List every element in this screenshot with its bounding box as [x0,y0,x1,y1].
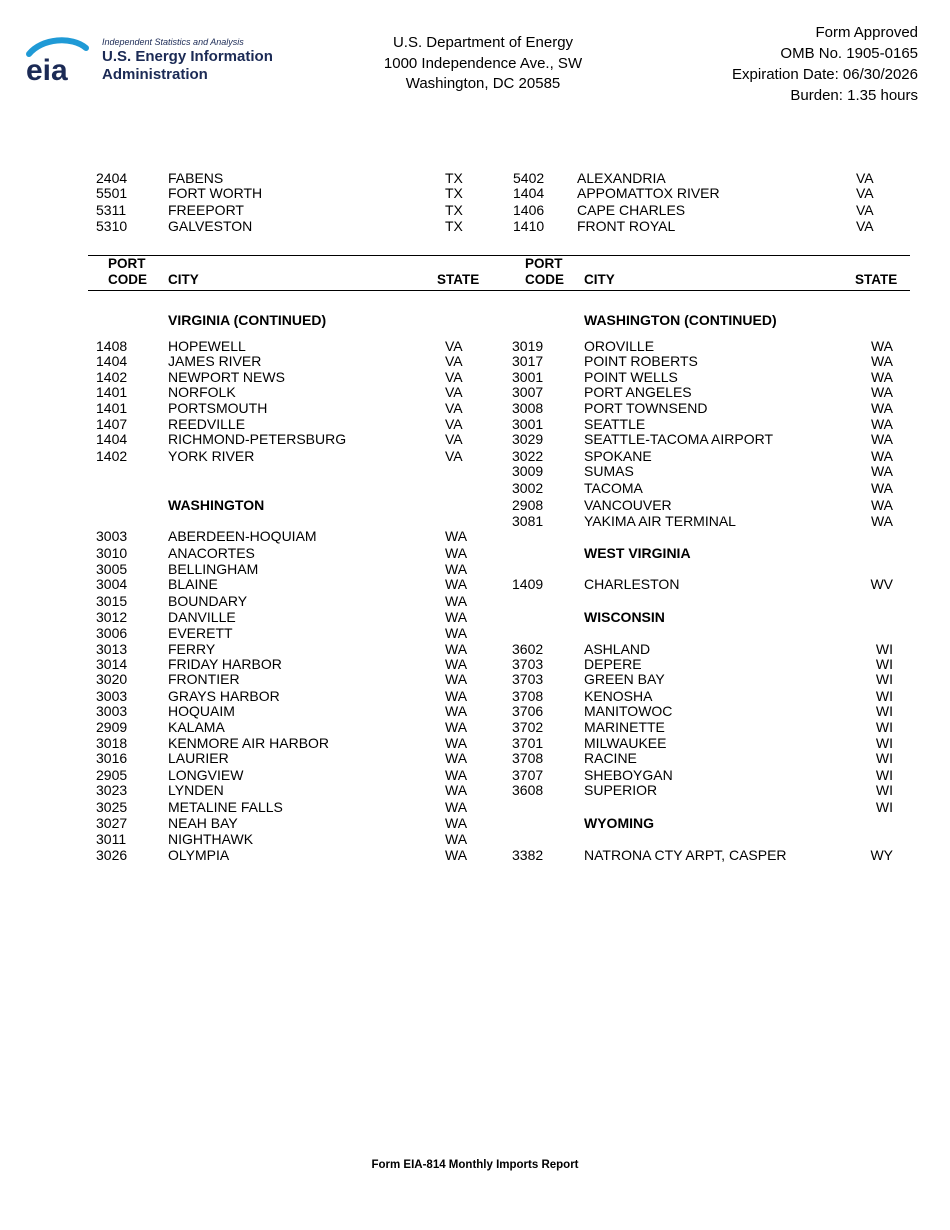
carryover-row [0,218,950,234]
port-code: 3027 [96,815,128,831]
port-row [0,576,950,592]
port-code: 3025 [96,799,128,815]
state-code: VA [445,416,463,432]
port-code: 3026 [96,847,128,863]
city-name: RACINE [584,750,637,766]
state-code: WA [870,513,893,529]
agency-name-line2: Administration [102,66,208,83]
address-line: 1000 Independence Ave., SW [383,54,583,72]
port-code: 3002 [512,480,544,496]
city-name: NEAH BAY [168,815,238,831]
state-code: WI [875,688,893,704]
state-code: VA [445,431,463,447]
state-code: WA [870,400,893,416]
state-code: WA [445,641,468,657]
port-row [0,545,950,561]
port-code: 3023 [96,782,128,798]
state-code: VA [445,384,463,400]
city-name: MARINETTE [584,719,665,735]
city-name: YAKIMA AIR TERMINAL [584,513,736,529]
port-code: 3020 [96,671,128,687]
port-row [0,561,950,577]
port-code-header-left: PORT CODE [108,256,148,287]
port-row [0,719,950,735]
state-code: WA [445,782,468,798]
city-name: SEATTLE-TACOMA AIRPORT [584,431,774,447]
port-code: 3707 [512,767,544,783]
city-name: SEATTLE [584,416,646,432]
state-code: WA [870,463,893,479]
city-name: MANITOWOC [584,703,673,719]
port-row [0,767,950,783]
city-name: FORT WORTH [168,185,263,201]
state-code: VA [856,218,874,234]
port-code: 3008 [512,400,544,416]
state-code: TX [445,218,463,234]
state-code: WI [875,671,893,687]
port-row [0,831,950,847]
city-name: OLYMPIA [168,847,230,863]
port-code: 2908 [512,497,544,513]
city-name: BELLINGHAM [168,561,259,577]
city-name: PORT TOWNSEND [584,400,708,416]
state-section-heading: VIRGINIA (CONTINUED) [168,312,327,328]
port-code: 3003 [96,528,128,544]
state-code: WA [870,431,893,447]
city-name: KALAMA [168,719,225,735]
port-code: 1404 [96,431,128,447]
city-name: ALEXANDRIA [577,170,666,186]
port-code: 3014 [96,656,128,672]
approval-line: Expiration Date: 06/30/2026 [732,66,918,83]
state-code: WI [875,767,893,783]
port-code: 3001 [512,416,544,432]
port-row [0,416,950,432]
city-name: FERRY [168,641,216,657]
port-code: 3019 [512,338,544,354]
state-code: WI [875,750,893,766]
city-name: GREEN BAY [584,671,665,687]
port-code: 3382 [512,847,544,863]
city-name: EVERETT [168,625,233,641]
state-code: WA [445,719,468,735]
state-code: WA [445,625,468,641]
address-line: Washington, DC 20585 [405,75,561,92]
state-code: WI [875,799,893,815]
port-row [0,735,950,751]
state-code: WA [870,480,893,496]
port-code: 1408 [96,338,128,354]
city-name: METALINE FALLS [168,799,283,815]
port-code: 5311 [96,202,127,218]
city-name: CAPE CHARLES [577,202,686,218]
state-code: WA [445,688,468,704]
agency-name-line1: U.S. Energy Information [102,48,273,65]
city-name: JAMES RIVER [168,353,262,369]
port-code: 1410 [513,218,545,234]
city-name: PORTSMOUTH [168,400,268,416]
port-row [0,703,950,719]
state-code: WI [875,641,893,657]
city-name: GRAYS HARBOR [168,688,280,704]
port-row [0,513,950,529]
city-name: HOQUAIM [168,703,235,719]
form-approval-block [618,22,918,106]
state-code: WA [445,656,468,672]
port-row [0,497,950,513]
state-code: VA [445,448,463,464]
port-code: 1404 [513,185,545,201]
state-code: WA [445,593,468,609]
eia-logo-icon [24,36,94,86]
port-row [0,609,950,625]
port-row [0,641,950,657]
port-code: 3018 [96,735,128,751]
state-code: WA [445,561,468,577]
city-name: FREEPORT [168,202,244,218]
city-name: SHEBOYGAN [584,767,673,783]
address-line: U.S. Department of Energy [392,34,574,51]
port-row [0,847,950,863]
state-code: VA [445,369,463,385]
port-code: 3081 [512,513,544,529]
city-name: POINT ROBERTS [584,353,698,369]
port-row [0,671,950,687]
port-row [0,338,950,354]
state-code: WV [870,576,893,592]
state-code: TX [445,170,463,186]
port-row [0,400,950,416]
state-code: WA [445,767,468,783]
port-row [0,688,950,704]
state-code: WA [445,528,468,544]
city-name: ABERDEEN-HOQUIAM [168,528,317,544]
city-name: FRONTIER [168,671,240,687]
state-code: VA [445,353,463,369]
port-code-header-right: PORT CODE [525,256,565,287]
port-row [0,448,950,464]
state-code: VA [856,202,874,218]
state-code: WA [445,576,468,592]
city-name: KENOSHA [584,688,653,704]
state-header-right: STATE [855,272,898,287]
state-section-heading: WYOMING [584,815,654,831]
state-section-heading: WASHINGTON (CONTINUED) [584,312,777,328]
state-code: VA [856,170,874,186]
port-code: 3010 [96,545,128,561]
port-row [0,353,950,369]
state-code: WA [870,369,893,385]
state-code: WA [870,384,893,400]
port-code: 3003 [96,688,128,704]
port-row [0,799,950,815]
state-code: WA [870,338,893,354]
port-code: 3702 [512,719,544,735]
state-code: WI [875,782,893,798]
port-code: 3006 [96,625,128,641]
state-code: WA [445,799,468,815]
state-code: TX [445,202,463,218]
state-code: WI [875,703,893,719]
port-code: 3007 [512,384,544,400]
port-row [0,431,950,447]
city-name: LYNDEN [168,782,224,798]
header-rule-top [88,255,910,256]
port-row [0,625,950,641]
approval-line: Form Approved [815,24,918,41]
port-code: 1401 [96,400,128,416]
city-name: RICHMOND-PETERSBURG [168,431,347,447]
logo-tagline: Independent Statistics and Analysis [102,37,244,47]
port-code: 3706 [512,703,544,719]
port-code: 5310 [96,218,128,234]
city-name: POINT WELLS [584,369,678,385]
port-row [0,384,950,400]
port-code: 3001 [512,369,544,385]
port-code: 2404 [96,170,128,186]
state-code: VA [445,338,463,354]
state-code: WI [875,719,893,735]
port-code: 3017 [512,353,544,369]
port-code: 1406 [513,202,545,218]
approval-line: OMB No. 1905-0165 [780,45,918,62]
state-code: WI [875,735,893,751]
city-name: NEWPORT NEWS [168,369,285,385]
state-section-heading: WEST VIRGINIA [584,545,691,561]
port-code: 3703 [512,671,544,687]
port-code: 3608 [512,782,544,798]
state-code: WA [445,750,468,766]
city-name: NIGHTHAWK [168,831,254,847]
state-code: WA [445,545,468,561]
port-code: 1402 [96,448,128,464]
form-footer: Form EIA-814 Monthly Imports Report [371,1159,579,1171]
state-code: WA [445,703,468,719]
city-name: NORFOLK [168,384,236,400]
state-code: WA [445,671,468,687]
state-code: WA [445,847,468,863]
header-rule-bottom [88,290,910,291]
state-code: WY [870,847,893,863]
carryover-row [0,185,950,201]
state-section-heading: WASHINGTON [168,497,265,513]
city-name: YORK RIVER [168,448,255,464]
city-header-left: CITY [168,272,199,287]
port-code: 3703 [512,656,544,672]
city-name: APPOMATTOX RIVER [577,185,720,201]
carryover-row [0,170,950,186]
city-name: REEDVILLE [168,416,246,432]
city-name: SPOKANE [584,448,652,464]
city-name: LAURIER [168,750,229,766]
port-row [0,480,950,496]
port-code: 3003 [96,703,128,719]
port-code: 3708 [512,688,544,704]
city-name: SUMAS [584,463,634,479]
logo-arc [29,40,86,54]
city-name: FABENS [168,170,224,186]
city-name: ANACORTES [168,545,255,561]
city-name: GALVESTON [168,218,253,234]
port-row [0,782,950,798]
city-name: HOPEWELL [168,338,246,354]
city-name: ASHLAND [584,641,651,657]
state-code: WA [445,831,468,847]
approval-line: Burden: 1.35 hours [790,87,918,104]
port-code: 2905 [96,767,128,783]
port-code: 3602 [512,641,544,657]
city-header-right: CITY [584,272,615,287]
city-name: LONGVIEW [168,767,244,783]
city-name: FRIDAY HARBOR [168,656,282,672]
port-code: 3013 [96,641,128,657]
city-name: MILWAUKEE [584,735,667,751]
port-code: 3022 [512,448,544,464]
port-row [0,750,950,766]
port-row [0,593,950,609]
city-name: NATRONA CTY ARPT, CASPER [584,847,787,863]
eia-logo [24,36,294,86]
port-row [0,463,950,479]
state-section-heading: WISCONSIN [584,609,665,625]
state-code: WA [445,735,468,751]
agency-address [333,33,633,95]
port-code: 2909 [96,719,128,735]
state-code: WA [870,353,893,369]
port-code: 3011 [96,831,127,847]
state-code: WA [870,497,893,513]
state-code: WA [445,815,468,831]
port-row [0,528,950,544]
city-name: DANVILLE [168,609,236,625]
port-code: 3012 [96,609,128,625]
state-code: VA [856,185,874,201]
port-code: 3708 [512,750,544,766]
port-row [0,815,950,831]
port-code: 1407 [96,416,128,432]
city-name: CHARLESTON [584,576,680,592]
logo-wordmark: eia [26,54,68,86]
port-code: 5402 [513,170,545,186]
port-code: 3016 [96,750,128,766]
state-header-left: STATE [437,272,480,287]
port-code: 3005 [96,561,128,577]
port-code: 3701 [512,735,544,751]
port-code: 1404 [96,353,128,369]
state-code: VA [445,400,463,416]
port-code: 5501 [96,185,128,201]
port-row [0,369,950,385]
city-name: KENMORE AIR HARBOR [168,735,330,751]
city-name: PORT ANGELES [584,384,692,400]
city-name: BLAINE [168,576,218,592]
city-name: BOUNDARY [168,593,248,609]
city-name: FRONT ROYAL [577,218,676,234]
state-code: WA [870,448,893,464]
port-code: 1409 [512,576,544,592]
city-name: DEPERE [584,656,642,672]
port-code: 3004 [96,576,128,592]
city-name: VANCOUVER [584,497,672,513]
port-code: 1401 [96,384,128,400]
state-code: TX [445,185,463,201]
port-row [0,656,950,672]
city-name: TACOMA [584,480,643,496]
port-code: 3029 [512,431,544,447]
state-code: WA [870,416,893,432]
port-code: 3015 [96,593,128,609]
city-name: SUPERIOR [584,782,658,798]
port-code: 3009 [512,463,544,479]
port-code: 1402 [96,369,128,385]
city-name: OROVILLE [584,338,655,354]
state-code: WA [445,609,468,625]
carryover-row [0,202,950,218]
state-code: WI [875,656,893,672]
